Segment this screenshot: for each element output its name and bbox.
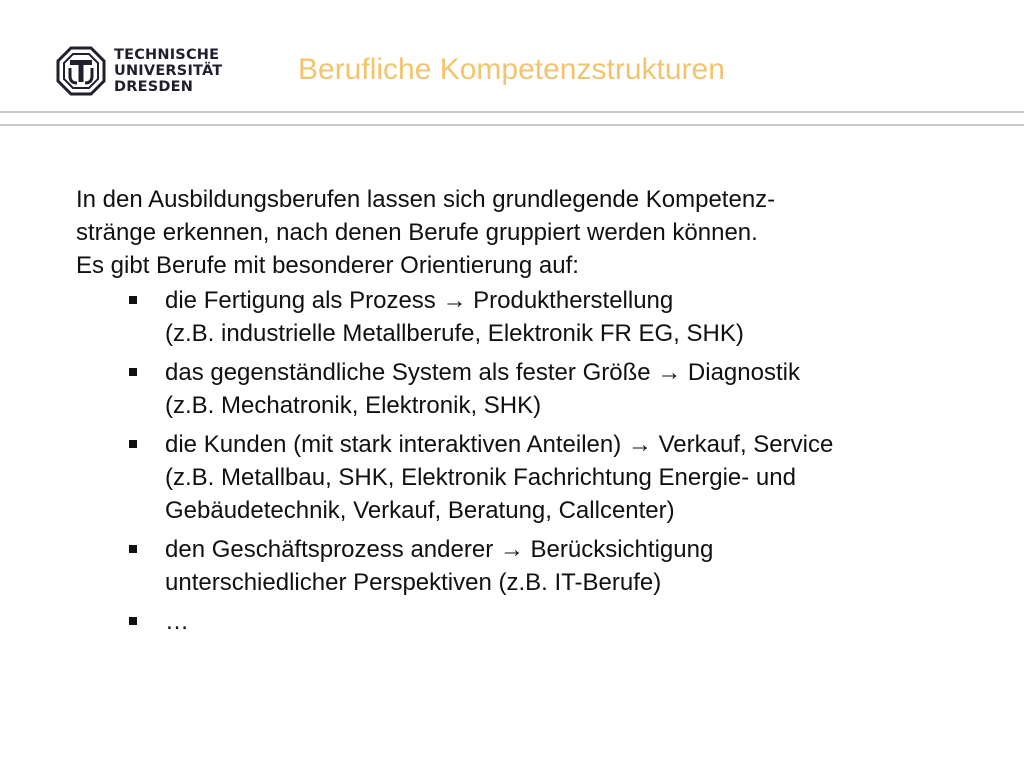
logo-line: TECHNISCHE — [114, 47, 220, 63]
list-item-line: den Geschäftsprozess anderer → Berücksichtigung — [165, 536, 714, 563]
list-item-line: Gebäudetechnik, Verkauf, Beratung, Callcenter) — [165, 497, 675, 524]
list-item — [76, 284, 976, 350]
logo-line: UNIVERSITÄT — [114, 63, 223, 79]
tu-dresden-emblem-icon — [56, 46, 106, 96]
header-divider-bottom — [0, 124, 1024, 126]
list-item-line: die Fertigung als Prozess → Produktherstellung — [165, 287, 674, 314]
square-bullet-icon — [129, 617, 137, 625]
intro-line: In den Ausbildungsberufen lassen sich grundlegende Kompetenz- — [76, 186, 776, 213]
list-item-line: (z.B. Metallbau, SHK, Elektronik Fachrichtung Energie- und — [165, 464, 796, 491]
square-bullet-icon — [129, 545, 137, 553]
list-item — [76, 356, 976, 422]
list-item-line: … — [165, 608, 189, 635]
list-item-line: (z.B. industrielle Metallberufe, Elektronik FR EG, SHK) — [165, 320, 744, 347]
orientation-list — [76, 284, 976, 638]
list-item-line: die Kunden (mit stark interaktiven Anteilen) → Verkauf, Service — [165, 431, 834, 458]
list-item-line: das gegenständliche System als fester Größe → Diagnostik — [165, 359, 800, 386]
list-item — [76, 605, 976, 638]
square-bullet-icon — [129, 296, 137, 304]
square-bullet-icon — [129, 440, 137, 448]
list-item — [76, 533, 976, 599]
list-item — [76, 428, 976, 527]
logo-line: DRESDEN — [114, 79, 194, 95]
slide-title: Berufliche Kompetenzstrukturen — [298, 53, 725, 86]
header-divider-top — [0, 111, 1024, 113]
intro-line: Es gibt Berufe mit besonderer Orientierung auf: — [76, 252, 579, 279]
logo-wordmark — [114, 47, 222, 95]
slide-body — [76, 183, 976, 638]
university-logo — [56, 46, 226, 102]
list-item-line: (z.B. Mechatronik, Elektronik, SHK) — [165, 392, 542, 419]
intro-paragraph — [76, 183, 976, 282]
square-bullet-icon — [129, 368, 137, 376]
intro-line: stränge erkennen, nach denen Berufe gruppiert werden können. — [76, 219, 758, 246]
list-item-line: unterschiedlicher Perspektiven (z.B. IT-Berufe) — [165, 569, 662, 596]
